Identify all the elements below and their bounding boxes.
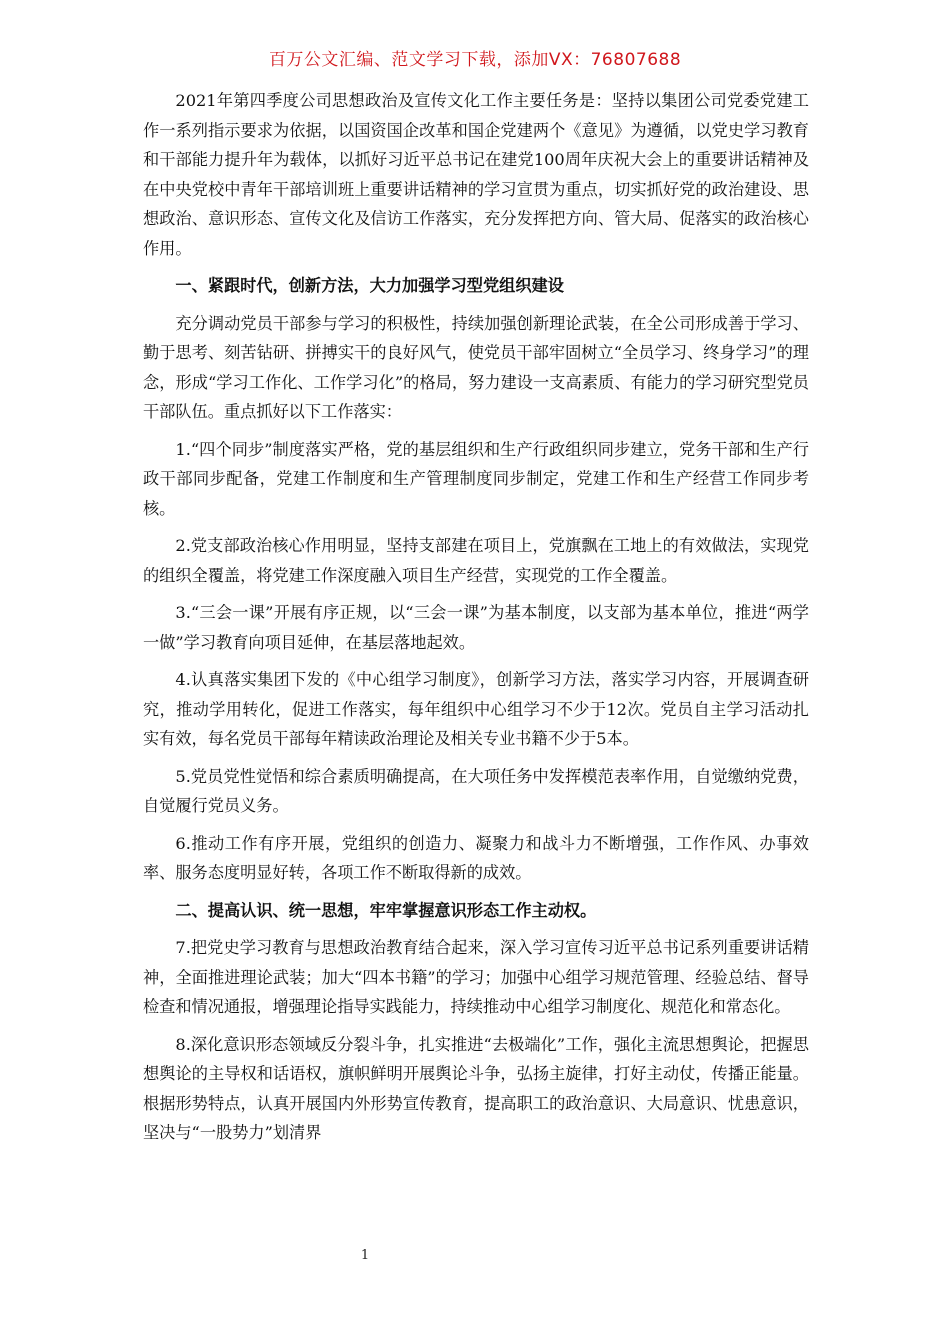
list-item: 7.把党史学习教育与思想政治教育结合起来，深入学习宣传习近平总书记系列重要讲话精神，全面推进理论武装；加大“四本书籍”的学习；加强中心组学习规范管理、经验总结、督导检查和情况通报，增强理论指导实践能力，持续推动中心组学习制度化、规范化和常态化。: [143, 938, 809, 1016]
list-item: 4.认真落实集团下发的《中心组学习制度》，创新学习方法，落实学习内容，开展调查研究，推动学用转化，促进工作落实，每年组织中心组学习不少于12次。党员自主学习活动扎实有效，每名党员干部每年精读政治理论及相关专业书籍不少于5本。: [143, 670, 809, 748]
document-body: [143, 86, 809, 1148]
list-item: 1.“四个同步”制度落实严格，党的基层组织和生产行政组织同步建立，党务干部和生产行政干部同步配备，党建工作制度和生产管理制度同步制定，党建工作和生产经营工作同步考核。: [143, 439, 809, 518]
list-item: 2.党支部政治核心作用明显，坚持支部建在项目上，党旗飘在工地上的有效做法，实现党的组织全覆盖，将党建工作深度融入项目生产经营，实现党的工作全覆盖。: [143, 536, 809, 585]
section-1-lead: 充分调动党员干部参与学习的积极性，持续加强创新理论武装，在全公司形成善于学习、勤于思考、刻苦钻研、拼搏实干的良好风气，使党员干部牢固树立“全员学习、终身学习”的理念，形成“学习工作化、工作学习化”的格局，努力建设一支高素质、有能力的学习研究型党员干部队伍。重点抓好以下工作落实：: [143, 313, 809, 421]
list-item: 8.深化意识形态领域反分裂斗争，扎实推进“去极端化”工作，强化主流思想舆论，把握思想舆论的主导权和话语权，旗帜鲜明开展舆论斗争，弘扬主旋律，打好主动仗，传播正能量。根据形势特点，认真开展国内外形势宣传教育，提高职工的政治意识、大局意识、忧患意识，坚决与“一股势力”划清界: [143, 1034, 809, 1142]
watermark-banner: 百万公文汇编、范文学习下载，添加VX：76807688: [268, 50, 682, 70]
intro-paragraph: 2021年第四季度公司思想政治及宣传文化工作主要任务是：坚持以集团公司党委党建工作一系列指示要求为依据，以国资国企改革和国企党建两个《意见》为遵循，以党史学习教育和干部能力提升年为载体，以抓好习近平总书记在建党100周年庆祝大会上的重要讲话精神及在中央党校中青年干部培训班上重要讲话精神的学习宣贯为重点，切实抓好党的政治建设、思想政治、意识形态、宣传文化及信访工作落实，充分发挥把方向、管大局、促落实的政治核心作用。: [143, 91, 809, 258]
section-1-heading: 一、紧跟时代，创新方法，大力加强学习型党组织建设: [175, 276, 564, 295]
list-item: 6.推动工作有序开展，党组织的创造力、凝聚力和战斗力不断增强，工作作风、办事效率、服务态度明显好转，各项工作不断取得新的成效。: [143, 833, 809, 882]
section-2-heading: 二、提高认识、统一思想，牢牢掌握意识形态工作主动权。: [175, 900, 597, 920]
list-item: 5.党员党性觉悟和综合素质明确提高，在大项任务中发挥模范表率作用，自觉缴纳党费，自觉履行党员义务。: [143, 766, 809, 815]
list-item: 3.“三会一课”开展有序正规，以“三会一课”为基本制度，以支部为基本单位，推进“两学一做”学习教育向项目延伸，在基层落地起效。: [143, 603, 809, 652]
page-number: 1: [360, 1248, 370, 1263]
